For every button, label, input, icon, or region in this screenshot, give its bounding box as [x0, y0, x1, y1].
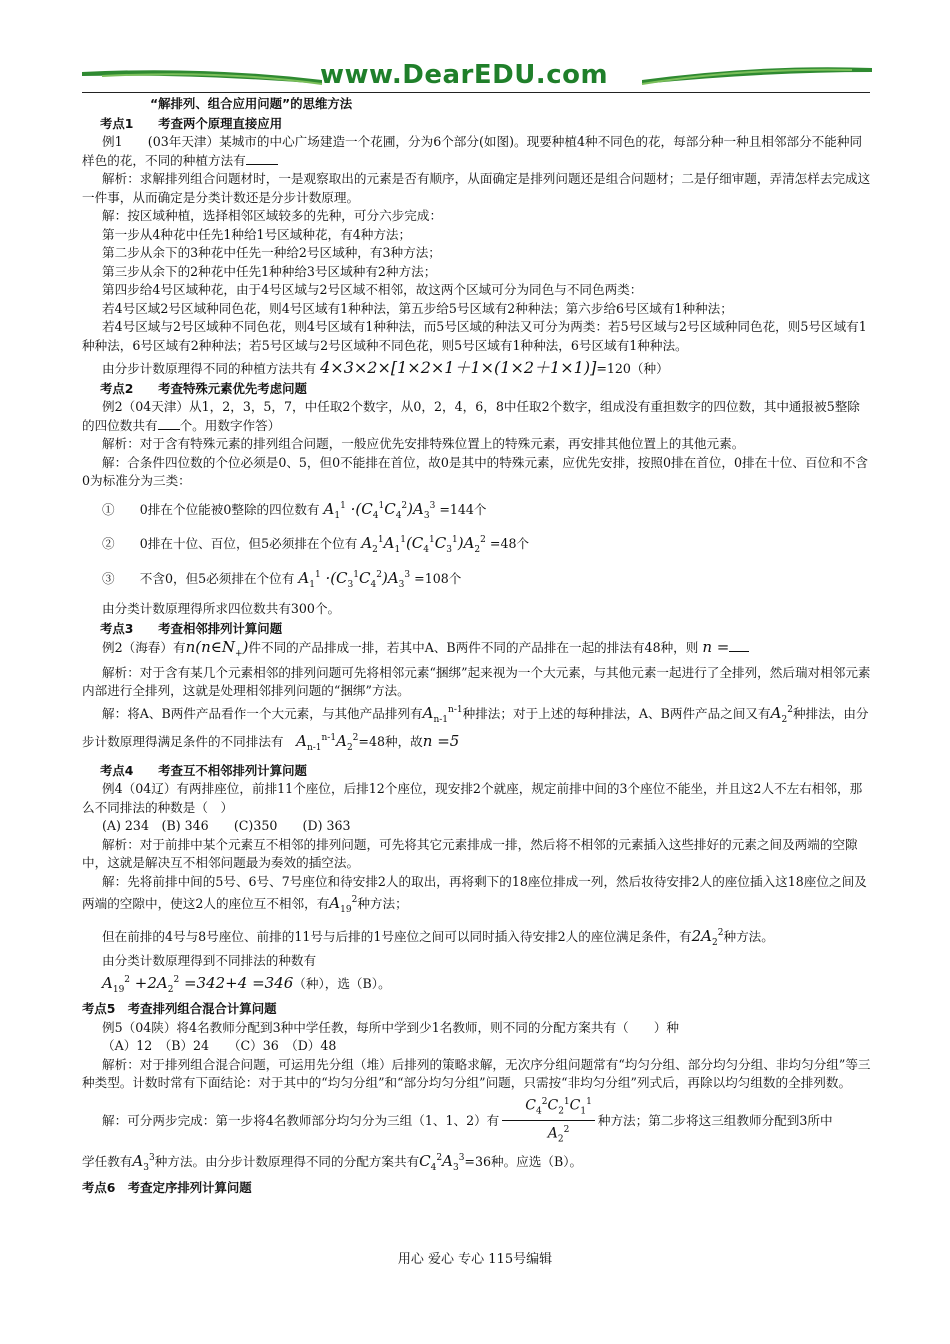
s1-line: 第三步从余下的2种花中任先1种种给3号区域种有2种方法； — [102, 263, 437, 279]
s4-solution: 解：先将前排中间的5号、6号、7号座位和待安排2人的取出，再将剩下的18座位排成一列，然后妆待安排2人的座位插入这18座位之间及两端的空隙中，使这2人的座位互不相邻，有$A_{19}^2$种方法； — [82, 873, 867, 915]
s1-line: 若4号区域2号区域种同色花，则4号区域有1种种法，第五步给5号区域有2种种法；第六步给6号区域有1种种法； — [102, 300, 733, 316]
s3-example: 例2（海春）有$n(n\in N_+)$件不同的产品排成一排，若其中A、B两件不同的产品排在一起的排法有48种，则 n = — [82, 638, 872, 664]
site-logo: www.DearEDU.com — [320, 60, 609, 90]
answer-blank — [246, 152, 278, 165]
s1-line: 第二步从余下的3种花中任先一种给2号区域种，有3种方法； — [102, 245, 441, 260]
s3-solution: 解：将A、B两件产品看作一个大元素，与其他产品排列有$A_{n-1}^{n-1}$种排法；对于上述的每种排法，A、B两件产品之间又有$A_2^2$种排法，由分步计数原理得满足条件的不同排法有 $A_{n-1}^{n-1}A_2^2=48$种，故n =5 — [82, 703, 869, 753]
s4-analysis: 解析：对于前排中某个元素互不相邻的排列问题，可先将其它元素排成一排，然后将不相邻的元素插入这些排好的元素之间及两端的空隙中，这就是解决互不相邻问题最为奏效的插空法。 — [82, 836, 858, 870]
page-footer: 用心 爱心 专心 115号编辑 — [397, 1252, 553, 1267]
s5-options: （A）12 （B）24 （C）36 （D）48 — [102, 1038, 337, 1053]
section-4-heading: 考点4 考查互不相邻排列计算问题 — [100, 762, 307, 778]
s5-example: 例5（04陕）将4名教师分配到3种中学任教，每所中学到少1名教师，则不同的分配方案共有（ ）种 — [102, 1019, 680, 1035]
s4-result: $A_{19}^2 +2A_2^2 =342+4 =346$（种），选（B）。 — [102, 973, 391, 995]
answer-blank — [158, 417, 180, 430]
document-body — [82, 95, 872, 1197]
s4-line: 由分类计数原理得到不同排法的种数有 — [102, 953, 317, 968]
s1-line: 第一步从4种花中任先1种给1号区域种花，有4种方法； — [102, 226, 412, 242]
header-rule — [82, 92, 870, 93]
s2-conclusion: 由分类计数原理得所求四位数共有300个。 — [102, 601, 341, 616]
s4-options: (A) 234 (B) 346 (C)350 (D) 363 — [102, 818, 351, 833]
s5-solution-cont: 学任教有$A_3^3$种方法。由分步计数原理得不同的分配方案共有$C_4^2A_3^3=36$种。应选（B）。 — [82, 1152, 583, 1174]
s2-example: 例2（04天津）从1，2，3，5，7，中任取2个数字，从0，2，4，6，8中任取2个数字，组成没有重担数字的四位数，其中通报被5整除的四位数共有 个。用数字作答） — [82, 399, 860, 433]
section-1-heading: 考点1 考查两个原理直接应用 — [100, 115, 283, 131]
s1-line: 解：按区域种植，选择相邻区域较多的先种，可分六步完成： — [102, 208, 443, 223]
s5-analysis: 解析：对于排列组合混合问题，可运用先分组（堆）后排列的策略求解，无次序分组问题常有“均匀分组、部分均匀分组、非均匀分组”等三种类型。计数时常有下面结论：对于其中的“均匀分组”和“部分均匀分组”问题，只需按“非均匀分组”列式后，再除以均匀组数的全排列数。 — [82, 1056, 871, 1090]
s2-solution: 解：合条件四位数的个位必须是0、5，但0不能排在首位，故0是其中的特殊元素，应优先安排，按照0排在首位，0排在十位、百位和不含0为标准分为三类： — [82, 454, 868, 488]
s2-case-1: ① 0排在个位能被0整除的四位数有 $A_1^1 \cdot(C_4^1C_4^2)A_3^3 =144$个 — [102, 499, 487, 521]
section-6-heading: 考点6 考查定序排列计算问题 — [82, 1179, 252, 1195]
s4-example: 例4（04辽）有两排座位，前排11个座位，后排12个座位，现安排2个就座，规定前排中间的3个座位不能坐，并且这2人不左右相邻，那么不同排法的种数是（ ） — [82, 781, 863, 815]
answer-blank — [729, 639, 749, 652]
s2-case-2: ② 0排在十位、百位，但5必须排在个位有 $A_2^1A_1^1(C_4^1C_3^1)A_2^2 =48$个 — [102, 534, 530, 555]
s1-analysis: 解析：求解排列组合问题材时，一是观察取出的元素是否有顺序，从面确定是排列问题还是组合问题材；二是仔细审题，弄清怎样去完成这一件事，从而确定是分类计数还是分步计数原理。 — [82, 171, 871, 205]
section-3-heading: 考点3 考查相邻排列计算问题 — [100, 620, 283, 636]
s1-conclusion: 由分步计数原理得不同的种植方法共有 4×3×2×[1×2×1＋1×(1×2＋1×1)]=120（种） — [102, 358, 669, 377]
s1-line: 第四步给4号区域种花，由于4号区域与2号区域不相邻，故这两个区域可分为同色与不同色两类： — [102, 282, 643, 297]
document-title: “解排列、组合应用问题”的思维方法 — [150, 96, 353, 111]
s2-case-3: ③ 不含0，但5必须排在个位有 $A_1^1 \cdot(C_3^1C_4^2)A_3^3 =108$个 — [102, 568, 462, 590]
s1-example: 例1 (03年天津）某城市的中心广场建造一个花圃，分为6个部分(如图)。现要种植4种不同色的花，每部分种一种且相邻部分不能种同样色的花，不同的种植方法有 — [82, 134, 863, 168]
s4-line: 但在前排的4号与8号座位、前排的11号与后排的1号座位之间可以同时插入待安排2人的座位满足条件，有$2A_2^2$种方法。 — [102, 926, 774, 948]
s5-solution: 解：可分两步完成：第一步将4名教师部分均匀分为三组（1、1、2）有 $\frac{C_4^2C_2^1C_1^1}{A_2^2}$ 种方法；第二步将这三组教师分配到3所中 — [82, 1093, 872, 1150]
section-2-heading: 考点2 考查特殊元素优先考虑问题 — [100, 380, 307, 396]
s3-analysis: 解析：对于含有某几个元素相邻的排列问题可先将相邻元素“捆绑”起来视为一个大元素，与其他元素一起进行了全排列，然后瑞对相邻元素内部进行全排列，这就是处理相邻排列问题的“捆绑”方法。 — [82, 664, 871, 698]
s2-analysis: 解析：对于含有特殊元素的排列组合问题，一般应优先安排特殊位置上的特殊元素，再安排其他位置上的其他元素。 — [102, 436, 745, 451]
section-5-heading: 考点5 考查排列组合混合计算问题 — [82, 1001, 277, 1016]
s1-formula: 4×3×2×[1×2×1＋1×(1×2＋1×1)] — [320, 358, 597, 377]
fraction: $\frac{C_4^2C_2^1C_1^1}{A_2^2}$ — [502, 1093, 595, 1150]
s1-line: 若4号区域与2号区域种不同色花，则4号区域有1种种法，而5号区域的种法又可分为两类：若5号区域与2号区域种同色花，则5号区域有1种种法，6号区域有2种种法；若5号区域与2号区域种不同色花，则5号区域有1种种法，6号区域有1种种法。 — [82, 319, 867, 353]
